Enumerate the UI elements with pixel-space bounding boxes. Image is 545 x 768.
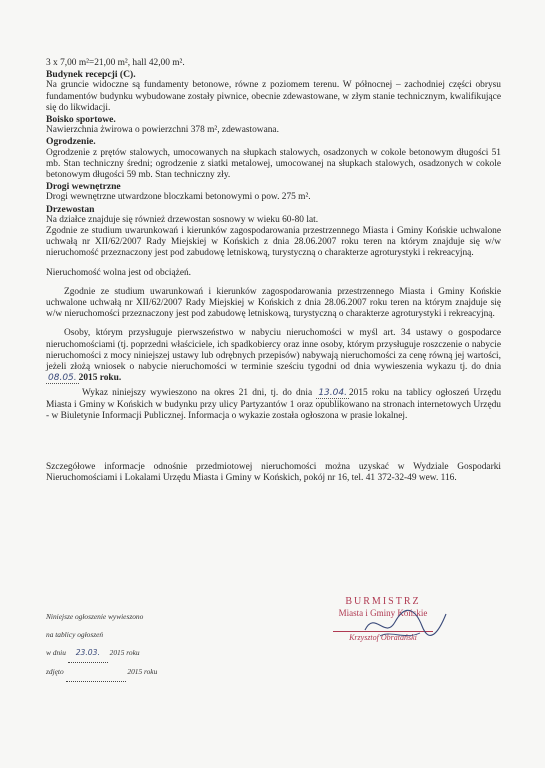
footer-line-4	[46, 663, 246, 682]
priority-date-suffix: 2015 roku.	[78, 373, 122, 384]
stamp-name: Krzysztof Obratański	[349, 633, 417, 642]
footer-removed-label: zdjęto	[46, 667, 64, 676]
priority-text: Osoby, którym przysługuje pierwszeństwo w nabyciu nieruchomości w myśl art. 34 ustawy o gospodarce nieruchomościami (tj. poprzedni właściciele, ich spadkobiercy oraz inne osoby, którym przysługuje roszczenie o nabycie nieruchomości z mocy niniejszej ustawy lub odrębnych przepisów) nabywają nieruchomości za cenę równą jej wartości, jeżeli złożą wniosek o nabycie nieruchomości w terminie sześciu tygodni od dnia wywieszenia wykazu tj. do dnia	[46, 328, 501, 373]
reception-text: Na gruncie widoczne są fundamenty betonowe, równe z poziomem terenu. W północnej – zachodniej części obrysu fundamentów budynku wybudowane zostały piwnice, obecnie zdewastowane, w złym stanie technicznym, kwalifikujące się do likwidacji.	[46, 80, 501, 113]
fence-text: Ogrodzenie z prętów stalowych, umocowanych na słupkach stalowych, osadzonych w cokole betonowym długości 51 mb. Stan techniczny średni; ogrodzenie z siatki metalowej, umocowanej na słupkach stalowych, osadzonych w cokole betonowym długości 59 mb. Stan techniczny zły.	[46, 147, 501, 181]
listing-paragraph	[46, 388, 501, 422]
priority-handwritten-date: 08.05.	[48, 373, 77, 384]
internal-roads-text: Drogi wewnętrzne utwardzone bloczkami betonowymi o pow. 275 m².	[46, 192, 311, 203]
fence-heading: Ogrodzenie.	[46, 136, 96, 148]
footer-posted-year: 2015 roku	[109, 648, 140, 657]
hall-area-line: 3 x 7,00 m²=21,00 m², hall 42,00 m².	[46, 58, 185, 68]
footer-posted-label: w dniu	[46, 648, 66, 657]
posting-footer	[46, 608, 246, 682]
trees-heading: Drzewostan	[46, 203, 95, 215]
listing-text-a: Wykaz niniejszy wywieszono na okres 21 dni, tj. do dnia	[82, 388, 313, 399]
listing-text-b: 2015 roku na tablicy ogłoszeń Urzędu Miasta i Gminy w Końskich w budynku przy ulicy Partyzantów 1 oraz opublikowano na stronach internetowych Urzędu - w Biuletynie Informacji Publicznej. Informacja o wykazie została ogłoszona w prasie lokalnej.	[46, 388, 502, 421]
stamp-title: BURMISTRZ	[345, 596, 421, 607]
footer-posted-date: 23.03.	[75, 648, 100, 657]
stamp-subtitle: Miasta i Gminy Końskie	[338, 608, 428, 618]
encumbrance-text: Nieruchomość wolna jest od obciążeń.	[46, 267, 192, 278]
handwritten-signature	[360, 600, 450, 646]
trees-text: Na działce znajduje się również drzewostan sosnowy w wieku 60-80 lat.	[46, 214, 319, 225]
sports-field-heading: Boisko sportowe.	[46, 114, 116, 126]
listing-handwritten-date: 13.04.	[318, 388, 347, 399]
document-body	[46, 58, 501, 485]
footer-line-1: Niniejsze ogłoszenie wywieszono	[46, 612, 144, 621]
footer-line-2: na tablicy ogłoszeń	[46, 630, 104, 639]
sports-field-text: Nawierzchnia żwirowa o powierzchni 378 m², zdewastowana.	[46, 125, 279, 136]
internal-roads-heading: Drogi wewnętrzne	[46, 181, 121, 193]
footer-line-3	[46, 644, 246, 663]
zoning-text-2: Zgodnie ze studium uwarunkowań i kierunków zagospodarowania przestrzennego Miasta i Gminy Końskie uchwalone uchwałą nr XII/62/2007 Rady Miejskiej w Końskich z dnia 28.06.2007 roku teren na którym znajduje się w/w nieruchomości przeznaczony jest pod zabudowę letniskową, turystyczną o charakterze agroturystyki i rekreacyjną.	[46, 286, 501, 320]
footer-removed-year: 2015 roku	[127, 667, 158, 676]
priority-paragraph	[46, 328, 501, 384]
details-text: Szczegółowe informacje odnośnie przedmiotowej nieruchomości można uzyskać w Wydziale Gospodarki Nieruchomościami i Lokalami Urzędu Miasta i Gminy w Końskich, pokój nr 16, tel. 41 372-32-49 wew. 116.	[46, 462, 501, 484]
zoning-text-1: Zgodnie ze studium uwarunkowań i kierunków zagospodarowania przestrzennego Miasta i Gminy Końskie uchwalone uchwałą nr XII/62/2007 Rady Miejskiej w Końskich z dnia 28.06.2007 roku teren na którym znajduje się w/w nieruchomość przeznaczony jest pod zabudowę letniskową, turystyczną o charakterze agroturystyki i rekreacyjną.	[46, 226, 501, 259]
reception-heading: Budynek recepcji (C).	[46, 69, 136, 81]
